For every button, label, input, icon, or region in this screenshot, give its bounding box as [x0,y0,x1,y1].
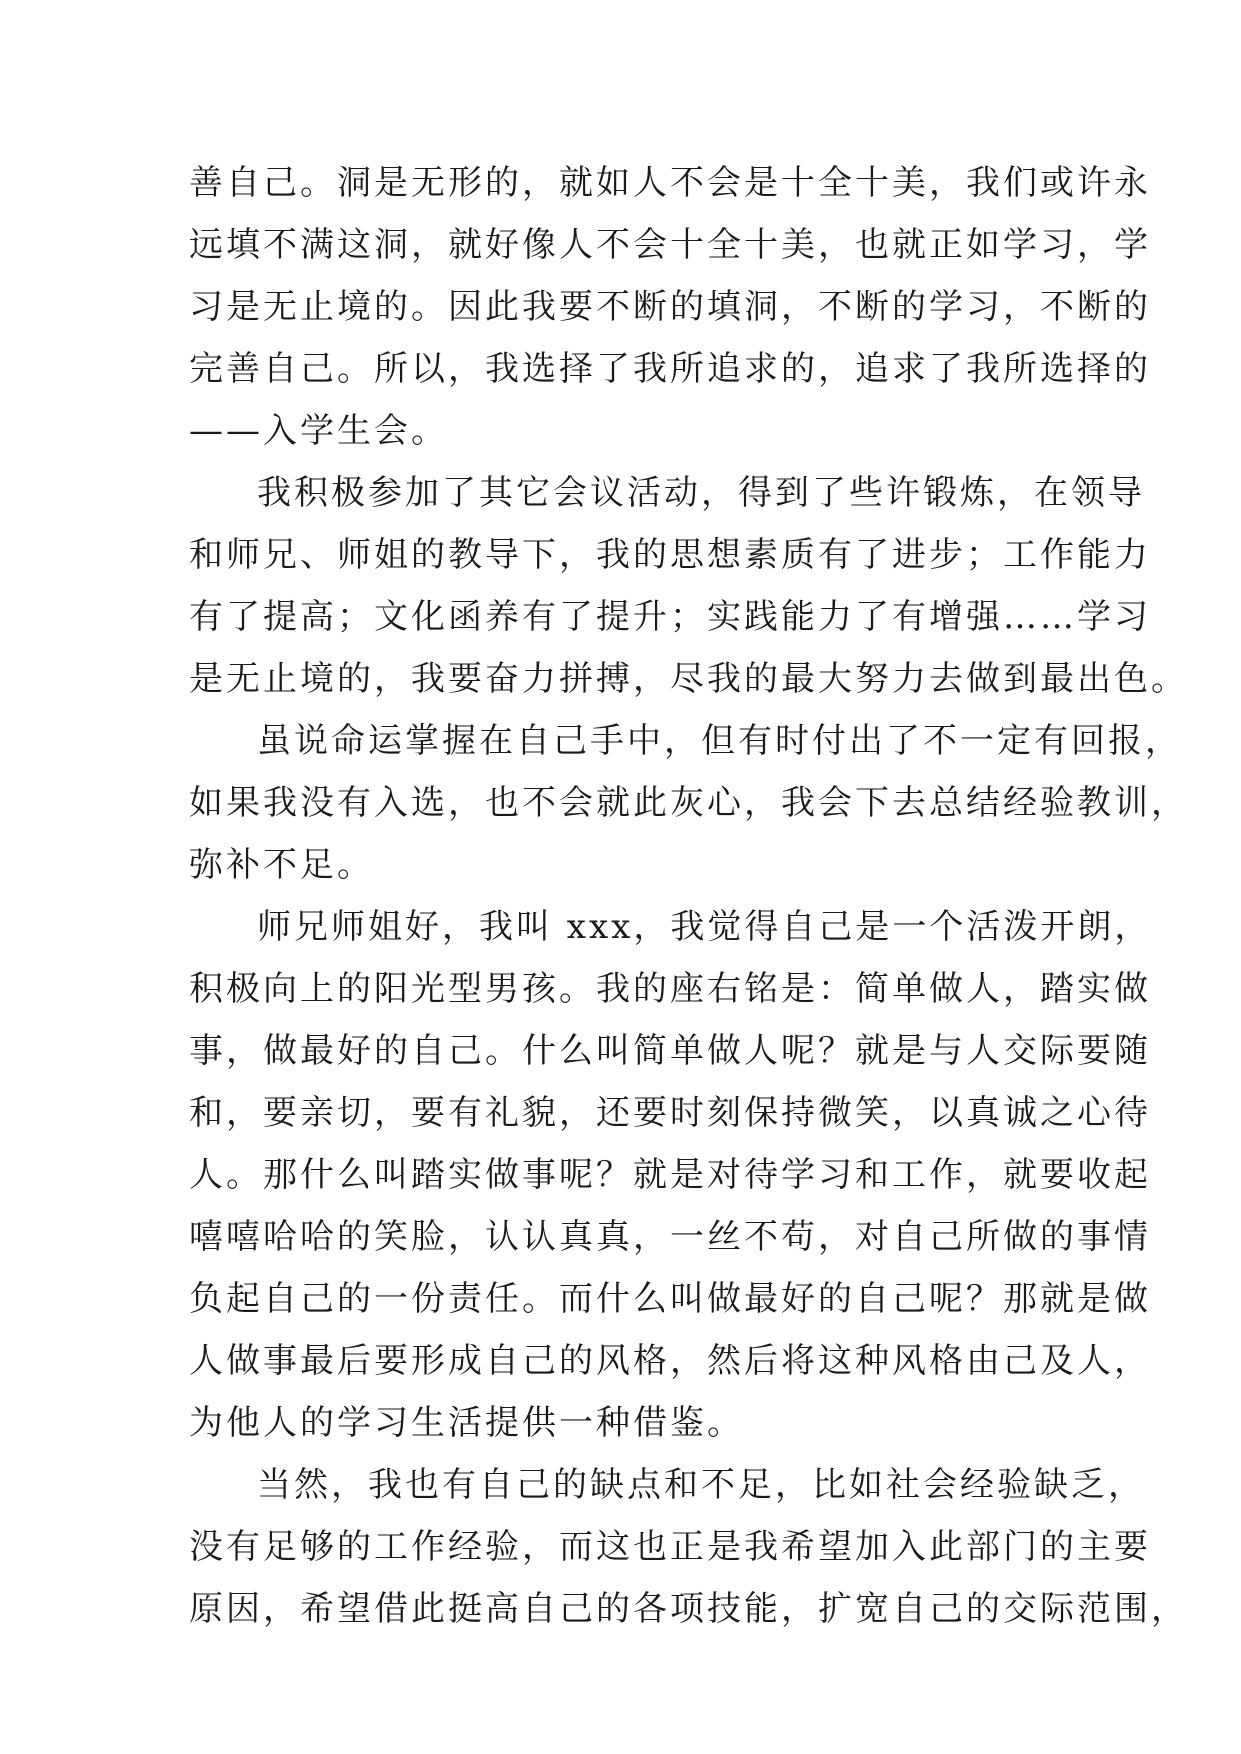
text-line: 习是无止境的。因此我要不断的填洞，不断的学习，不断的 [189,287,1151,327]
text-line: 当然，我也有自己的缺点和不足，比如社会经验缺乏， [257,1465,1145,1505]
text-line: 为他人的学习生活提供一种借鉴。 [189,1403,744,1443]
text-line: 负起自己的一份责任。而什么叫做最好的自己呢？那就是做 [189,1279,1151,1319]
text-line: 完善自己。所以，我选择了我所追求的，追求了我所选择的 [189,349,1151,389]
text-line: 积极向上的阳光型男孩。我的座右铭是：简单做人，踏实做 [189,969,1151,1009]
text-line: 人。那什么叫踏实做事呢？就是对待学习和工作，就要收起 [189,1155,1151,1195]
text-line: 原因，希望借此挺高自己的各项技能，扩宽自己的交际范围， [189,1589,1188,1629]
text-line: 弥补不足。 [189,845,374,885]
text-line: ——入学生会。 [189,411,448,451]
paragraph-1 [189,152,1151,462]
text-line: 和师兄、师姐的教导下，我的思想素质有了进步；工作能力 [189,535,1151,575]
text-line: 是无止境的，我要奋力拼搏，尽我的最大努力去做到最出色。 [189,659,1188,699]
text-line: 远填不满这洞，就好像人不会十全十美，也就正如学习，学 [189,225,1151,265]
paragraph-5 [189,1454,1188,1640]
text-line: 人做事最后要形成自己的风格，然后将这种风格由己及人， [189,1341,1151,1381]
paragraph-3 [189,710,1188,896]
text-line: 有了提高；文化函养有了提升；实践能力了有增强……学习 [189,597,1151,637]
text-line: 师兄师姐好，我叫 xxx，我觉得自己是一个活泼开朗， [257,907,1152,947]
text-line: 嘻嘻哈哈的笑脸，认认真真，一丝不苟，对自己所做的事情 [189,1217,1151,1257]
paragraph-2 [189,462,1188,710]
text-line: 如果我没有入选，也不会就此灰心，我会下去总结经验教训， [189,783,1188,823]
text-line: 善自己。洞是无形的，就如人不会是十全十美，我们或许永 [189,163,1151,203]
text-line: 虽说命运掌握在自己手中，但有时付出了不一定有回报， [257,721,1182,761]
text-line: 我积极参加了其它会议活动，得到了些许锻炼，在领导 [257,473,1145,513]
document-body [189,152,1188,1640]
text-line: 没有足够的工作经验，而这也正是我希望加入此部门的主要 [189,1527,1151,1567]
text-line: 事，做最好的自己。什么叫简单做人呢？就是与人交际要随 [189,1031,1151,1071]
paragraph-4 [189,896,1152,1454]
text-line: 和，要亲切，要有礼貌，还要时刻保持微笑，以真诚之心待 [189,1093,1151,1133]
